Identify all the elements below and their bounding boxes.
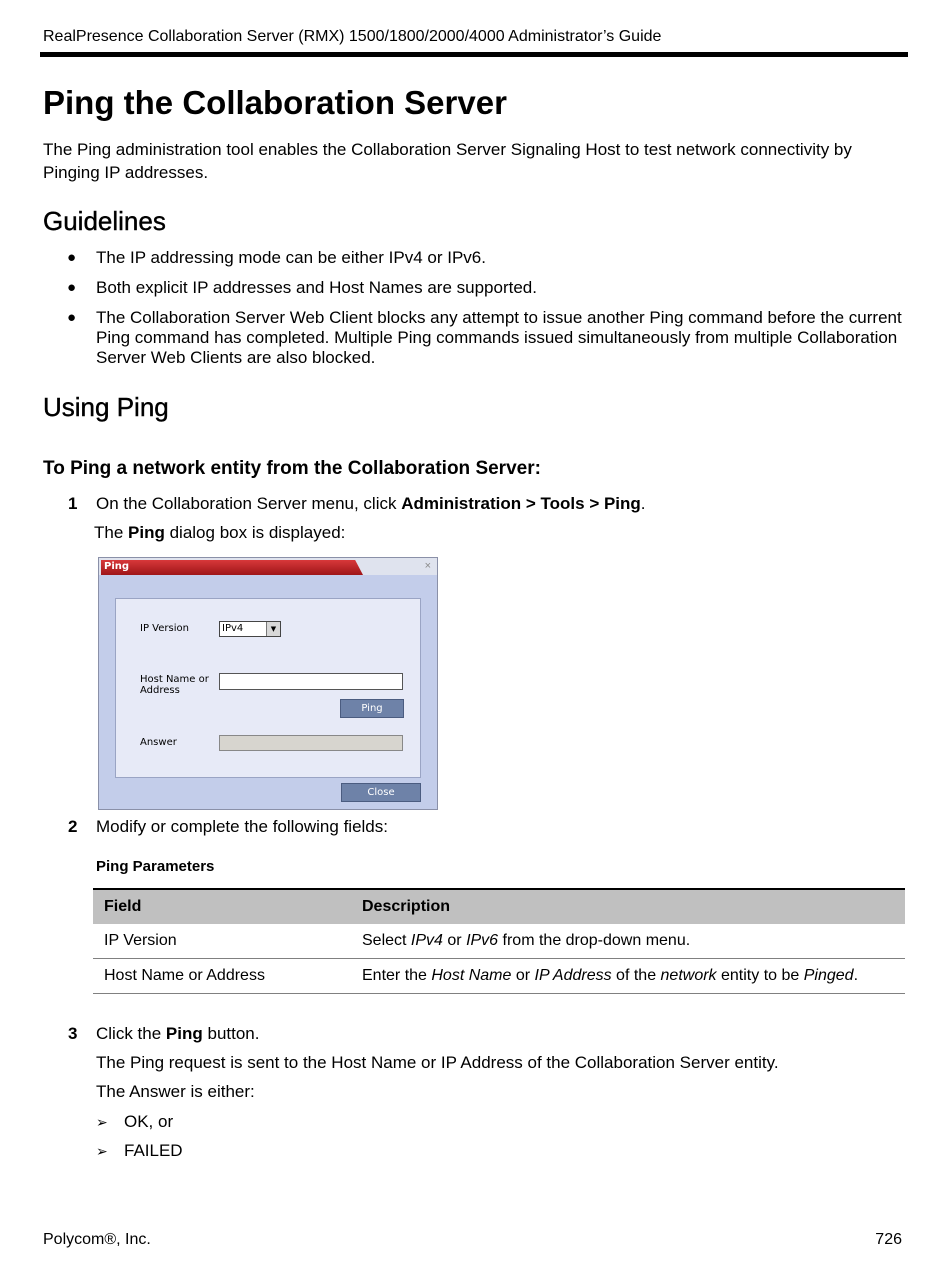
bullet-icon: ● [67,279,77,296]
guidelines-list [67,248,913,378]
dialog-title: Ping [104,561,130,572]
list-item: ➢ FAILED [96,1141,183,1160]
description-cell: Select IPv4 or IPv6 from the drop-down menu. [351,924,905,959]
arrow-bullet-icon: ➢ [96,1143,108,1159]
ping-dialog [98,557,438,810]
using-ping-heading: Using Ping [43,392,169,422]
table-row [93,924,905,959]
arrow-bullet-icon: ➢ [96,1114,108,1130]
intro-paragraph: The Ping administration tool enables the Collaboration Server Signaling Host to test network connectivity by Pinging IP addresses. [43,140,852,182]
column-header-description: Description [351,889,905,924]
step-2: 2 Modify or complete the following fields: [68,817,388,836]
header-rule [40,52,908,57]
list-item: ● Both explicit IP addresses and Host Names are supported. [67,278,537,297]
bullet-icon: ● [67,309,77,326]
page-number: 726 [875,1231,902,1248]
answer-intro: The Answer is either: [96,1082,255,1101]
answer-label: Answer [140,737,177,748]
table-caption: Ping Parameters [96,858,215,875]
chevron-down-icon: ▼ [266,622,280,636]
dialog-titlebar [99,558,437,575]
description-cell: Enter the Host Name or IP Address of the network entity to be Pinged. [351,959,905,994]
dialog-panel [115,598,421,778]
field-cell: IP Version [93,924,351,959]
ping-button[interactable]: Ping [340,699,404,718]
list-item: ● The Collaboration Server Web Client blocks any attempt to issue another Ping command before the current Ping command has completed. Multiple Ping commands issued simultaneously from multiple Collaboration Server Web Clients are also blocked. [67,308,902,367]
footer-company: Polycom®, Inc. [43,1231,151,1248]
answer-field [219,735,403,751]
list-item: ➢ OK, or [96,1112,174,1131]
host-name-input[interactable] [219,673,403,690]
list-item: ● The IP addressing mode can be either IPv4 or IPv6. [67,248,486,267]
page-title: Ping the Collaboration Server [43,84,507,121]
step-number: 1 [68,494,78,513]
bullet-icon: ● [67,249,77,266]
table-row [93,959,905,994]
ping-parameters-table [93,888,905,994]
step-1-result: The Ping dialog box is displayed: [94,523,346,542]
step-3: 3 Click the Ping button. [68,1024,260,1043]
ip-version-select[interactable]: IPv4 ▼ [219,621,281,637]
host-name-label: Host Name or Address [140,674,209,696]
table-header-row [93,889,905,924]
ip-version-label: IP Version [140,623,189,634]
guidelines-heading: Guidelines [43,206,166,236]
procedure-heading: To Ping a network entity from the Collaboration Server: [43,458,541,479]
step-number: 3 [68,1024,78,1043]
column-header-field: Field [93,889,351,924]
close-button[interactable]: Close [341,783,421,802]
step-1: 1 On the Collaboration Server menu, click Administration > Tools > Ping. [68,494,646,513]
step-number: 2 [68,817,78,836]
field-cell: Host Name or Address [93,959,351,994]
step-3-result: The Ping request is sent to the Host Name or IP Address of the Collaboration Server entity. [96,1053,779,1072]
close-icon[interactable]: × [424,560,431,572]
menu-path: Administration > Tools > Ping [401,494,641,513]
running-header: RealPresence Collaboration Server (RMX) 1500/1800/2000/4000 Administrator’s Guide [43,28,662,45]
